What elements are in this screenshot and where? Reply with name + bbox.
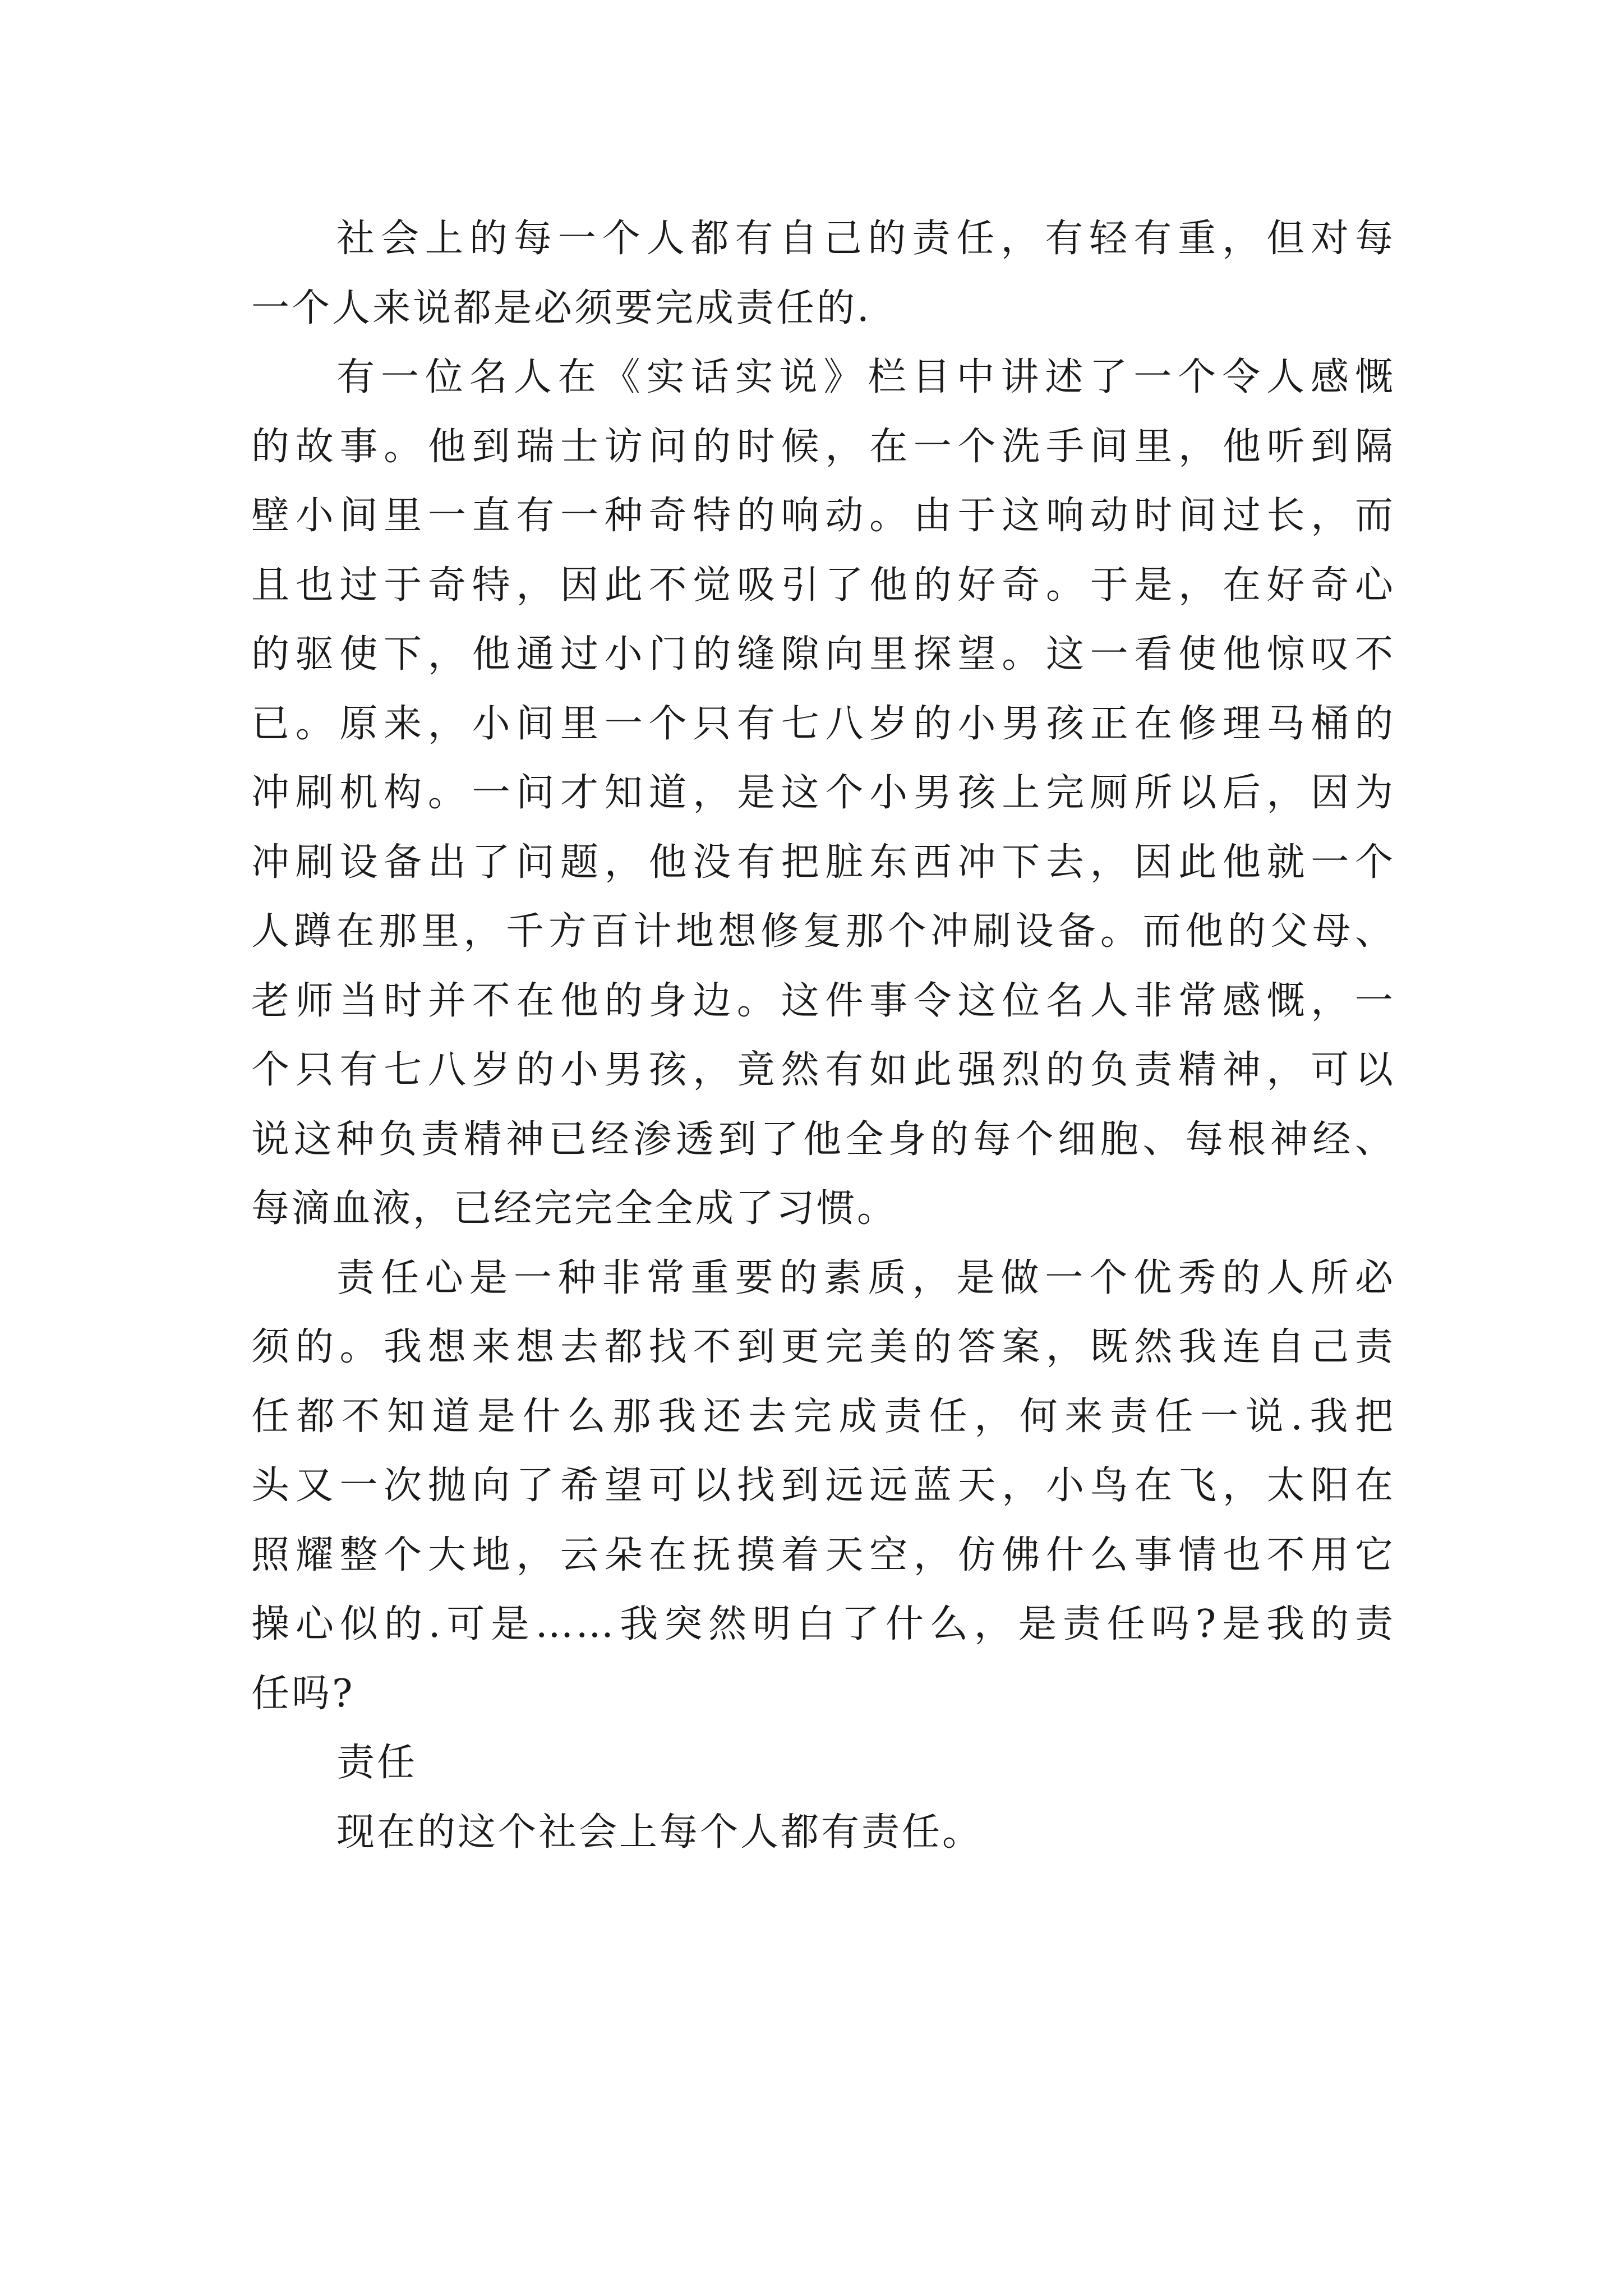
paragraph-line: 已。原来，小间里一个只有七八岁的小男孩正在修理马桶的 xyxy=(251,701,1395,746)
paragraph-line: 现在的这个社会上每个人都有责任。 xyxy=(336,1810,983,1855)
paragraph-line: 壁小间里一直有一种奇特的响动。由于这响动时间过长，而 xyxy=(251,494,1395,538)
paragraph-line: 照耀整个大地，云朵在抚摸着天空，仿佛什么事情也不用它 xyxy=(251,1533,1395,1577)
paragraph-line: 每滴血液，已经完完全全成了习惯。 xyxy=(251,1186,898,1231)
paragraph-line: 老师当时并不在他的身边。这件事令这位名人非常感慨，一 xyxy=(251,978,1395,1023)
paragraph-line: 任吗? xyxy=(251,1671,355,1716)
paragraph-line: 头又一次抛向了希望可以找到远远蓝天，小鸟在飞，太阳在 xyxy=(251,1464,1395,1508)
paragraph-line: 人蹲在那里，千方百计地想修复那个冲刷设备。而他的父母、 xyxy=(251,909,1395,954)
paragraph-line: 冲刷设备出了问题，他没有把脏东西冲下去，因此他就一个 xyxy=(251,840,1395,885)
paragraph-line: 须的。我想来想去都找不到更完美的答案，既然我连自己责 xyxy=(251,1325,1395,1369)
paragraph-line: 的故事。他到瑞士访问的时候，在一个洗手间里，他听到隔 xyxy=(251,424,1395,469)
paragraph-line: 操心似的.可是……我突然明白了什么，是责任吗?是我的责 xyxy=(251,1602,1395,1646)
paragraph-line: 的驱使下，他通过小门的缝隙向里探望。这一看使他惊叹不 xyxy=(251,632,1395,677)
paragraph-line: 有一位名人在《实话实说》栏目中讲述了一个令人感慨 xyxy=(336,355,1395,399)
paragraph-line: 个只有七八岁的小男孩，竟然有如此强烈的负责精神，可以 xyxy=(251,1048,1395,1092)
paragraph-line: 冲刷机构。一问才知道，是这个小男孩上完厕所以后，因为 xyxy=(251,771,1395,815)
paragraph-line: 说这种负责精神已经渗透到了他全身的每个细胞、每根神经、 xyxy=(251,1117,1395,1162)
section-heading: 责任 xyxy=(336,1741,418,1785)
paragraph-line: 且也过于奇特，因此不觉吸引了他的好奇。于是，在好奇心 xyxy=(251,563,1395,608)
paragraph-line: 一个人来说都是必须要完成责任的. xyxy=(251,286,872,330)
paragraph-line: 任都不知道是什么那我还去完成责任，何来责任一说.我把 xyxy=(251,1394,1395,1439)
paragraph-line: 社会上的每一个人都有自己的责任，有轻有重，但对每 xyxy=(336,217,1395,261)
paragraph-line: 责任心是一种非常重要的素质，是做一个优秀的人所必 xyxy=(336,1255,1395,1300)
document-body xyxy=(251,204,1395,1867)
